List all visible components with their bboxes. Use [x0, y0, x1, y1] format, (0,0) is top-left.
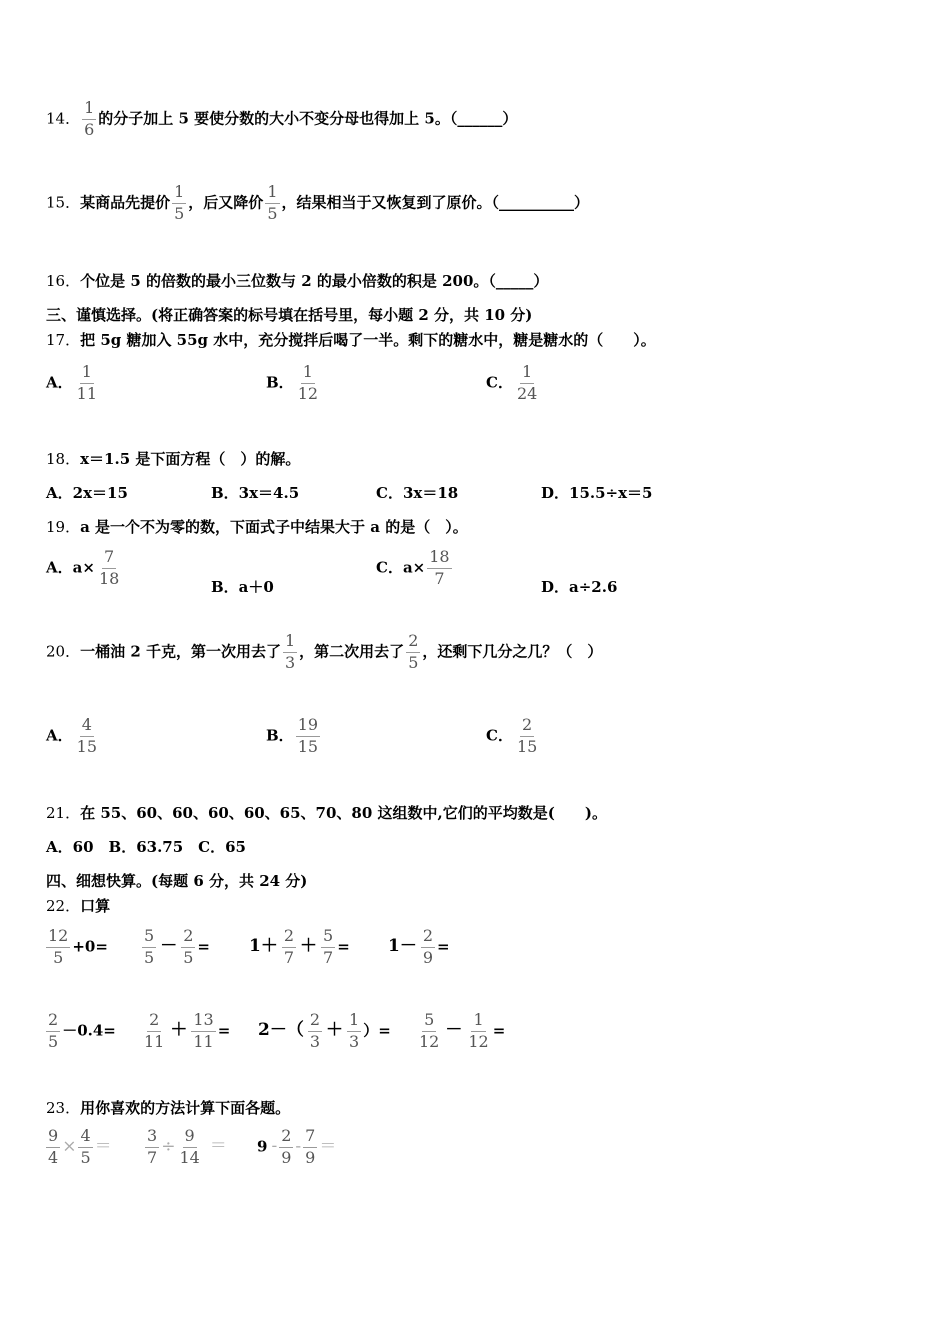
option-a: A． $\frac{4}{15}$	[46, 715, 97, 756]
fraction: $\frac{1}{5}$	[267, 182, 278, 223]
fraction: $\frac{1}{11}$	[76, 362, 97, 403]
calc-expression: 2－（ $\frac{2}{3}$ ＋ $\frac{1}{3}$ ）=	[258, 1010, 391, 1051]
option-a: A． $\frac{1}{11}$	[46, 362, 97, 403]
calc-expression: 1－ $\frac{2}{9}$ =	[388, 926, 450, 967]
fraction: $\frac{2}{5}$	[408, 631, 419, 672]
question-number: 20．	[46, 642, 81, 661]
option-d: D．a÷2.6	[541, 578, 618, 596]
option-b: B． $\frac{1}{12}$	[266, 362, 319, 403]
fraction: $\frac{1}{5}$	[174, 182, 185, 223]
question-15: 15．某商品先提价 $\frac{1}{5}$ ，后又降价 $\frac{1}{5}$ ，结果相当于又恢复到了原价。（__________）	[46, 182, 590, 223]
fraction: $\frac{18}{7}$	[429, 547, 450, 588]
fraction: $\frac{19}{15}$	[297, 715, 319, 756]
question-number: 19．	[46, 518, 81, 536]
option-d: D．15.5÷x＝5	[541, 484, 653, 502]
question-number: 18．	[46, 450, 81, 468]
question-17	[46, 329, 656, 350]
fraction: $\frac{1}{3}$	[284, 631, 296, 672]
option-c: C． $\frac{1}{24}$	[486, 362, 538, 403]
fraction: $\frac{4}{15}$	[76, 715, 97, 756]
calc-expression: $\frac{2}{5}$ －0.4=	[48, 1010, 116, 1051]
question-18	[46, 448, 300, 469]
calc-expression: 1＋ $\frac{2}{7}$ ＋ $\frac{5}{7}$ =	[249, 926, 350, 967]
fraction: $\frac{1}{12}$	[297, 362, 319, 403]
option-c: C． $\frac{2}{15}$	[486, 715, 538, 756]
option-a: A．2x＝15	[46, 484, 128, 502]
question-text: 在 55、60、60、60、60、65、70、80 这组数中,它们的平均数是( )。	[80, 804, 607, 822]
question-text: 用你喜欢的方法计算下面各题。	[80, 1099, 291, 1117]
question-text: x＝1.5 是下面方程（ ）的解。	[80, 450, 301, 468]
calc-expression: $\frac{2}{11}$ ＋ $\frac{13}{11}$ =	[144, 1010, 231, 1051]
question-number: 21．	[46, 804, 81, 822]
question-text: 的分子加上 5 要使分数的大小不变分母也得加上 5。（______）	[98, 109, 518, 128]
question-21	[46, 802, 607, 823]
question-text: 口算	[80, 897, 111, 915]
question-number: 16．	[46, 272, 81, 290]
calc-expression: $\frac{3}{7}$ ÷ $\frac{9}{14}$ ＝	[147, 1126, 227, 1167]
calc-expression: $\frac{5}{12}$ － $\frac{1}{12}$ =	[419, 1010, 506, 1051]
question-number: 17．	[46, 331, 81, 349]
question-text: 把 5g 糖加入 55g 水中，充分搅拌后喝了一半。剩下的糖水中，糖是糖水的（ ）。	[80, 331, 656, 349]
option-b: B．3x＝4.5	[211, 484, 300, 502]
calc-expression: 9 - $\frac{2}{9}$ - $\frac{7}{9}$ ＝	[257, 1126, 337, 1167]
section-heading-3: 三、谨慎选择。(将正确答案的标号填在括号里，每小题 2 分，共 10 分)	[46, 306, 533, 324]
fraction: $\frac{2}{15}$	[516, 715, 538, 756]
question-number: 23．	[46, 1099, 81, 1117]
question-19	[46, 516, 468, 537]
question-20: 20．一桶油 2 千克，第一次用去了 $\frac{1}{3}$ ，第二次用去了 $\frac{2}{5}$ ，还剩下几分之几？（ ）	[46, 631, 603, 672]
question-23	[46, 1097, 290, 1118]
question-14	[46, 100, 517, 139]
question-22	[46, 895, 110, 916]
option-c: C．3x＝18	[376, 484, 459, 502]
section-heading-4: 四、细想快算。(每题 6 分，共 24 分)	[46, 872, 308, 890]
question-number: 15．	[46, 193, 81, 212]
option-b: B． $\frac{19}{15}$	[266, 715, 319, 756]
fraction: $\frac{7}{18}$	[98, 547, 120, 588]
fraction: $\frac{1}{6}$	[84, 98, 95, 139]
option-a: A．a× $\frac{7}{18}$	[46, 547, 120, 588]
question-number: 22．	[46, 897, 81, 915]
calc-expression: $\frac{12}{5}$ +0=	[48, 926, 108, 967]
question-text: a 是一个不为零的数，下面式子中结果大于 a 的是（ ）。	[80, 518, 468, 536]
calc-expression: $\frac{5}{5}$ － $\frac{2}{5}$ =	[144, 926, 210, 967]
options: A．60 B．63.75 C．65	[46, 838, 246, 856]
fraction: $\frac{1}{24}$	[516, 362, 538, 403]
option-c: C．a× $\frac{18}{7}$	[376, 547, 450, 588]
question-number: 14．	[46, 109, 81, 128]
option-b: B．a＋0	[211, 578, 274, 596]
calc-expression: $\frac{9}{4}$ × $\frac{4}{5}$ ＝	[48, 1126, 112, 1167]
question-16	[46, 270, 548, 291]
question-text: 个位是 5 的倍数的最小三位数与 2 的最小倍数的积是 200。（_____）	[80, 272, 549, 290]
